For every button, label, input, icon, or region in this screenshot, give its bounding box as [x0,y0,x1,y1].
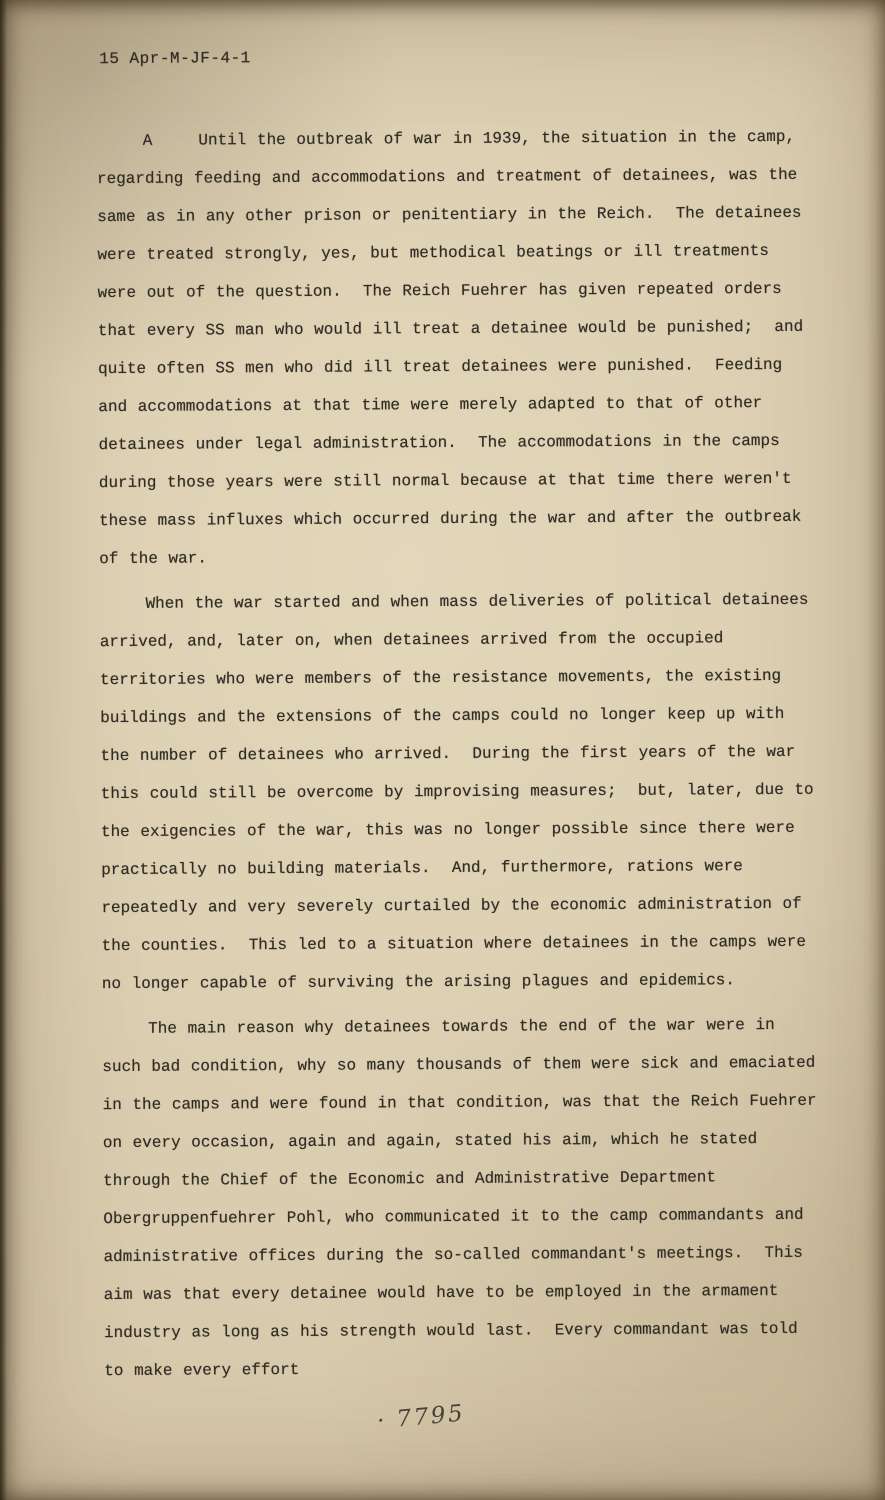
paragraph-text: The main reason why detainees towards the end of the war were in such bad condition, why so many thousands of them were sick and emaciated in the camps and were found in that condition, was that the Reich Fuehrer on every occasion, again and again, stated his aim, which he stated through the Chief of the Economic and Administrative Department Obergruppenfuehrer Pohl, who communicated it to the camp commandants and administrative offices during the so-called commandant's meetings. This aim was that every detainee would have to be employed in the armament industry as long as his strength would last. Every commandant was told to make every effort [102,1015,828,1381]
paragraph-text: Until the outbreak of war in 1939, the situation in the camp, regarding feeding and accommodations and treatment of detainees, was the same as in any other prison or penitentiary in the Reich. The detainees were treated strongly, yes, but methodical beatings or ill treatments were out of the question. The Reich Fuehrer has given repeated orders that every SS man who would ill treat a detainee would be punished; and quite often SS men who did ill treat detainees were punished. Feeding and accommodations at that time were merely adapted to that of other detainees under legal administration. The accommodations in the camps during those years were still normal because at that time there weren't these mass influxes which occurred during the war and after the outbreak of the war. [96,127,814,569]
document-id-header: 15 Apr-M-JF-4-1 [99,49,251,69]
paragraph [97,118,814,578]
paragraph-text: When the war started and when mass deliveries of political detainees arrived, and, later on, when detainees arrived from the occupied territories who were members of the resistance movements, the existing buildings and the extensions of the camps could no longer keep up with the number of detainees who arrived. During the first years of the war this could still be overcome by improvising measures; but, later, due to the exigencies of the war, this was no longer possible since there were practically no building materials. And, furthermore, rations were repeatedly and very severely curtailed by the economic administration of the counties. This led to a situation where detainees in the camps were no longer capable of surviving the arising plagues and epidemics. [99,590,825,994]
paragraph [102,1006,828,1390]
page-number: · 7795 [376,1400,467,1435]
document-body [96,118,828,1397]
speaker-label: A [142,131,153,150]
paragraph [99,581,825,1003]
